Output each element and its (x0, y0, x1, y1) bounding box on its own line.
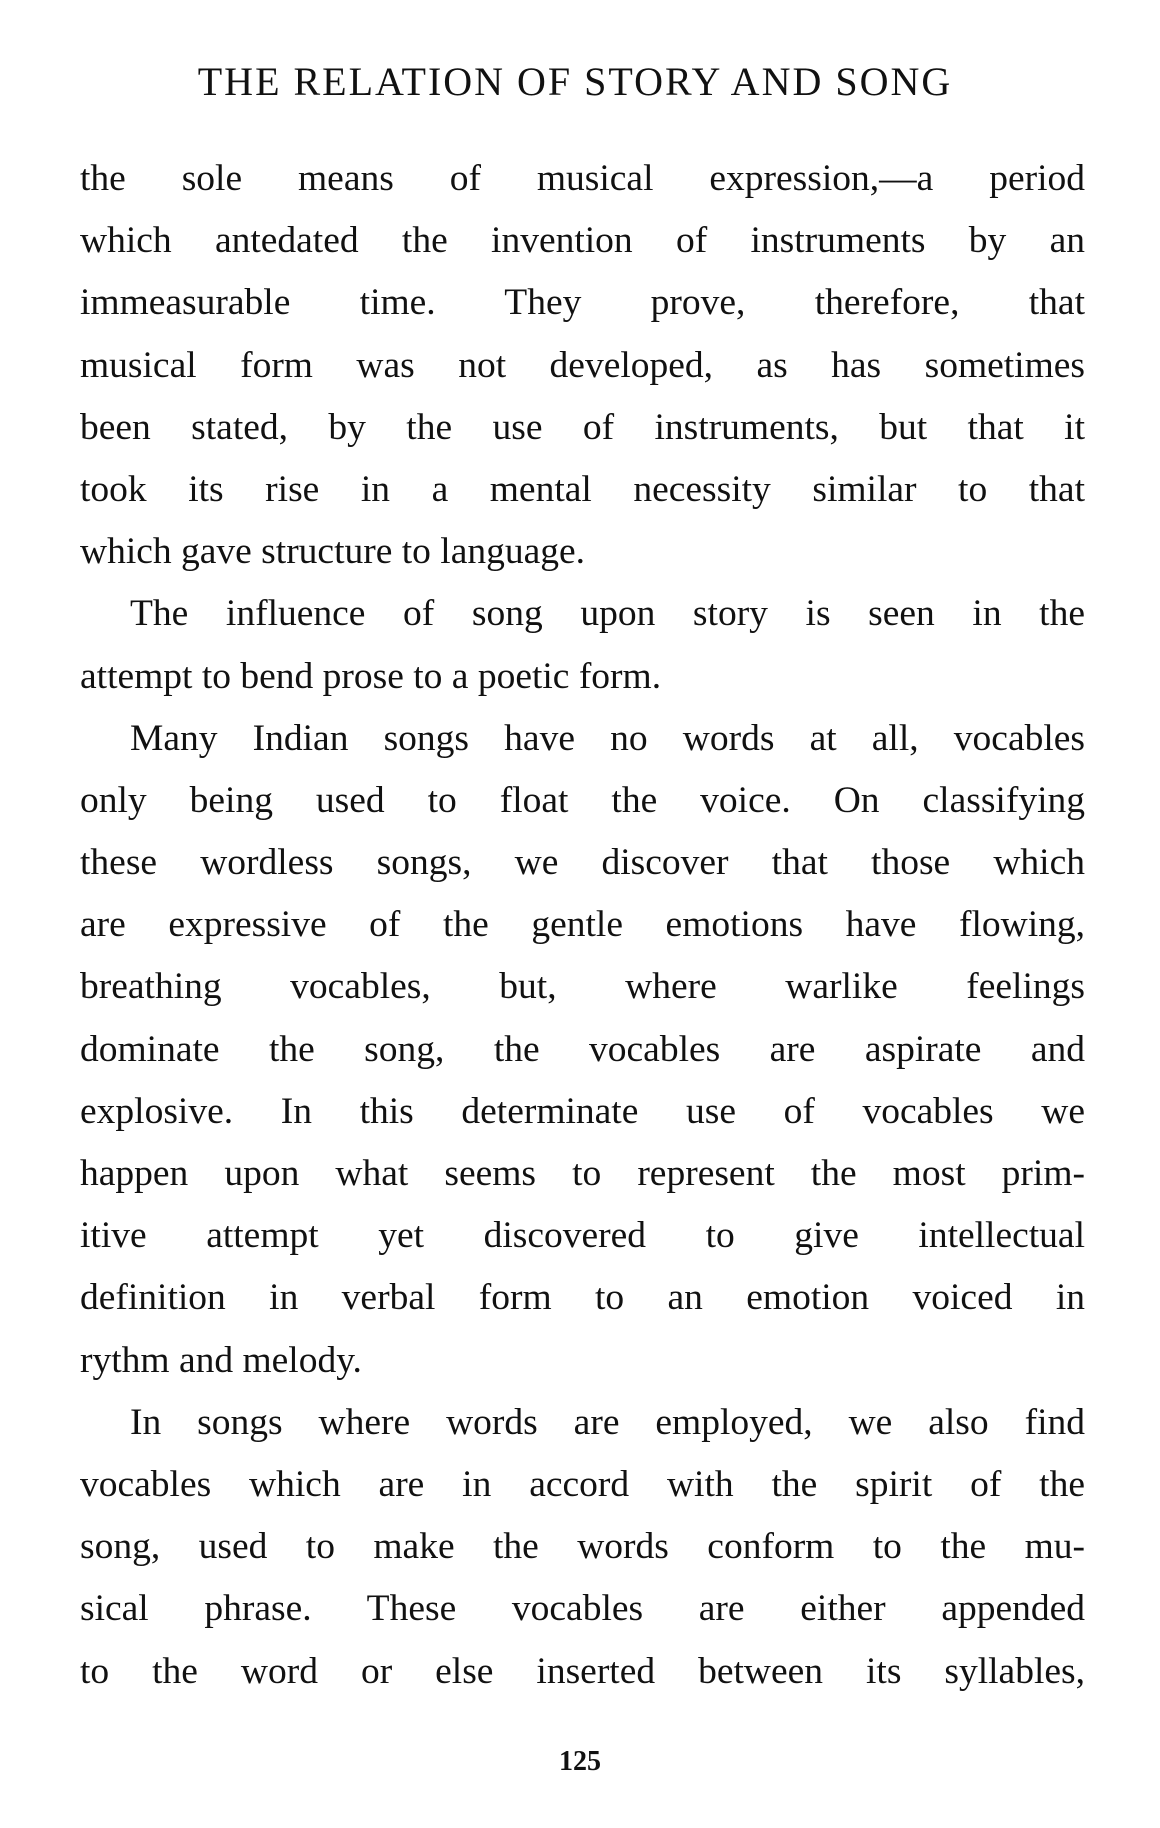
text-line: the sole means of musical expression,—a period (80, 158, 1085, 199)
text-line: happen upon what seems to represent the most prim- (80, 1153, 1085, 1194)
text-line: only being used to float the voice. On classifying (80, 779, 1085, 821)
text-line: vocables which are in accord with the spirit of the (80, 1463, 1085, 1505)
body-text (80, 148, 1085, 1703)
text-line: attempt to bend prose to a poetic form. (80, 655, 662, 697)
text-line: itive attempt yet discovered to give intellectual (80, 1215, 1085, 1257)
text-line: In songs where words are employed, we also find (130, 1401, 1085, 1443)
text-line: The influence of song upon story is seen in the (130, 593, 1085, 635)
text-line: took its rise in a mental necessity similar to that (80, 468, 1085, 510)
text-line: these wordless songs, we discover that those which (80, 842, 1085, 884)
text-line: been stated, by the use of instruments, but that it (80, 406, 1085, 448)
running-head: THE RELATION OF STORY AND SONG (197, 59, 953, 104)
page-number: 125 (559, 1746, 601, 1777)
text-line: song, used to make the words conform to the mu- (80, 1526, 1085, 1568)
text-line: which gave structure to language. (80, 531, 586, 573)
text-line: rythm and melody. (80, 1339, 362, 1381)
text-line: musical form was not developed, as has sometimes (80, 344, 1085, 386)
text-line: definition in verbal form to an emotion voiced in (80, 1277, 1085, 1319)
text-line: are expressive of the gentle emotions have flowing, (80, 904, 1085, 946)
text-line: to the word or else inserted between its syllables, (80, 1650, 1085, 1692)
text-line: dominate the song, the vocables are aspirate and (80, 1028, 1085, 1070)
text-line: breathing vocables, but, where warlike feelings (80, 966, 1085, 1008)
text-line: which antedated the invention of instruments by an (80, 220, 1085, 262)
text-line: Many Indian songs have no words at all, vocables (130, 717, 1085, 759)
text-line: sical phrase. These vocables are either appended (80, 1588, 1085, 1630)
text-line: immeasurable time. They prove, therefore, that (80, 282, 1085, 324)
text-line: explosive. In this determinate use of vocables we (80, 1090, 1085, 1132)
